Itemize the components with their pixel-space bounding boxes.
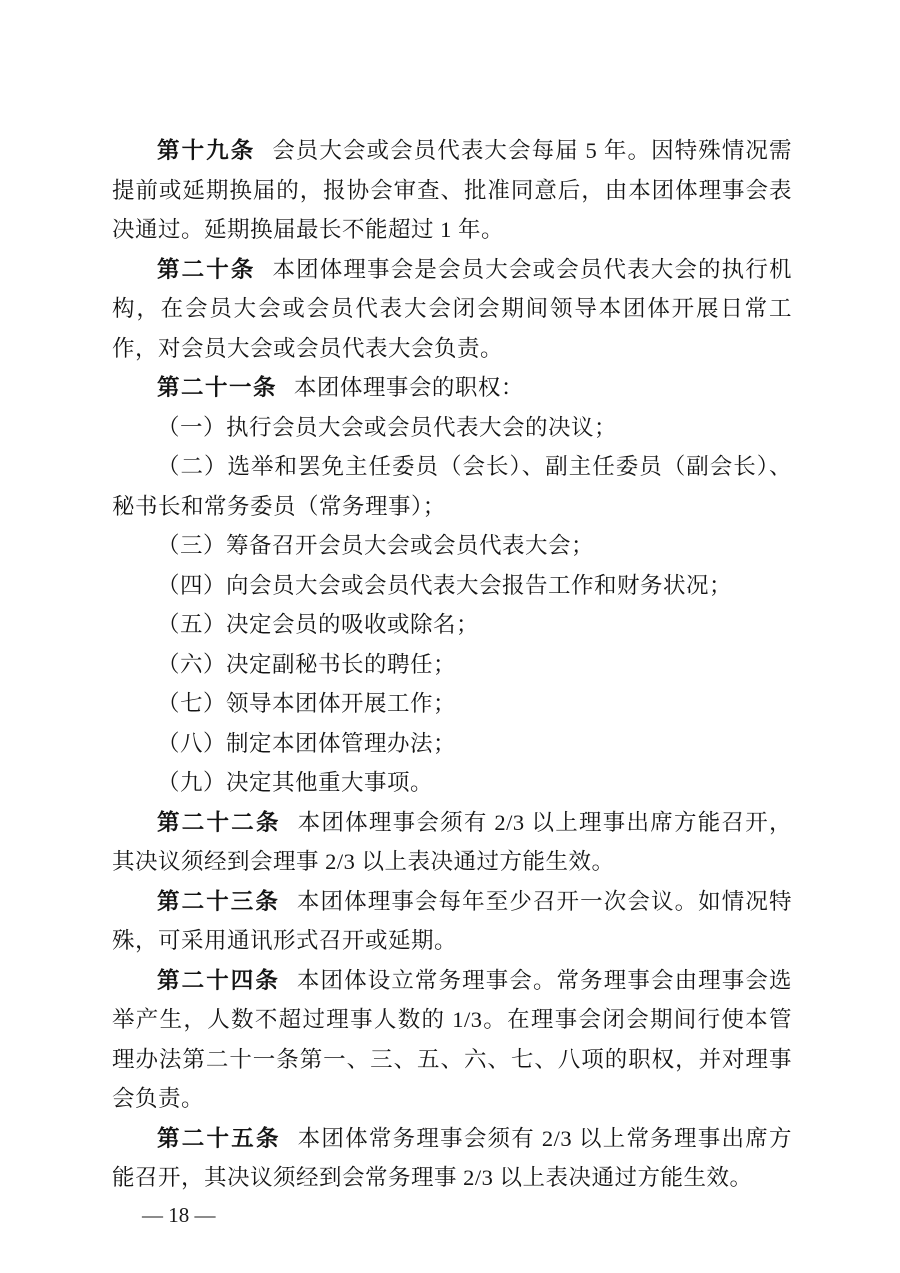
article-text: （七）领导本团体开展工作； bbox=[157, 691, 457, 716]
article-number-label: 第二十条 bbox=[157, 256, 256, 282]
paragraph bbox=[112, 803, 792, 882]
article-text: 本团体理事会是会员大会或会员代表大会的执行机构，在会员大会或会员代表大会闭会期间领导本团体开展日常工作，对会员大会或会员代表大会负责。 bbox=[112, 256, 792, 361]
paragraph bbox=[112, 724, 792, 764]
document-body-text bbox=[112, 131, 792, 1198]
page-number: — 18 — bbox=[142, 1202, 216, 1227]
paragraph bbox=[112, 526, 792, 566]
paragraph bbox=[112, 605, 792, 645]
article-number-label: 第二十四条 bbox=[157, 967, 281, 993]
paragraph bbox=[112, 684, 792, 724]
article-number-label: 第二十二条 bbox=[157, 809, 281, 835]
paragraph bbox=[112, 1119, 792, 1198]
article-text: 本团体理事会的职权： bbox=[293, 375, 524, 400]
article-number-label: 第二十三条 bbox=[157, 888, 281, 914]
paragraph bbox=[112, 131, 792, 250]
article-text: （四）向会员大会或会员代表大会报告工作和财务状况； bbox=[157, 572, 733, 598]
paragraph bbox=[112, 763, 792, 803]
article-text: 本团体设立常务理事会。常务理事会由理事会选举产生，人数不超过理事人数的 1/3。在理事会闭会期间行使本管理办法第二十一条第一、三、五、六、七、八项的职权，并对理事会负责。 bbox=[112, 967, 792, 1111]
article-text: 本团体理事会每年至少召开一次会议。如情况特殊，可采用通讯形式召开或延期。 bbox=[112, 888, 792, 953]
article-text: （八）制定本团体管理办法； bbox=[157, 730, 457, 756]
article-number-label: 第二十一条 bbox=[157, 375, 278, 400]
article-number-label: 第十九条 bbox=[157, 138, 256, 163]
paragraph bbox=[112, 368, 792, 408]
paragraph bbox=[112, 566, 792, 606]
article-text: 会员大会或会员代表大会每届 5 年。因特殊情况需提前或延期换届的，报协会审查、批准同意后，由本团体理事会表决通过。延期换届最长不能超过 1 年。 bbox=[112, 138, 792, 242]
page-footer bbox=[112, 1200, 792, 1230]
article-text: （一）执行会员大会或会员代表大会的决议； bbox=[157, 414, 618, 440]
article-text: （三）筹备召开会员大会或会员代表大会； bbox=[157, 533, 595, 558]
article-text: 本团体常务理事会须有 2/3 以上常务理事出席方能召开，其决议须经到会常务理事 2/3 以上表决通过方能生效。 bbox=[112, 1125, 792, 1190]
paragraph bbox=[112, 882, 792, 961]
paragraph bbox=[112, 447, 792, 526]
article-text: （九）决定其他重大事项。 bbox=[157, 770, 434, 795]
paragraph bbox=[112, 408, 792, 448]
article-text: （六）决定副秘书长的聘任； bbox=[157, 651, 457, 677]
paragraph bbox=[112, 645, 792, 685]
article-text: 本团体理事会须有 2/3 以上理事出席方能召开，其决议须经到会理事 2/3 以上表决通过方能生效。 bbox=[112, 809, 792, 874]
article-number-label: 第二十五条 bbox=[157, 1125, 281, 1151]
paragraph bbox=[112, 250, 792, 369]
paragraph bbox=[112, 961, 792, 1119]
article-text: （五）决定会员的吸收或除名； bbox=[157, 612, 480, 637]
article-text: （二）选举和罢免主任委员（会长）、副主任委员（副会长）、秘书长和常务委员（常务理事）； bbox=[112, 454, 792, 519]
